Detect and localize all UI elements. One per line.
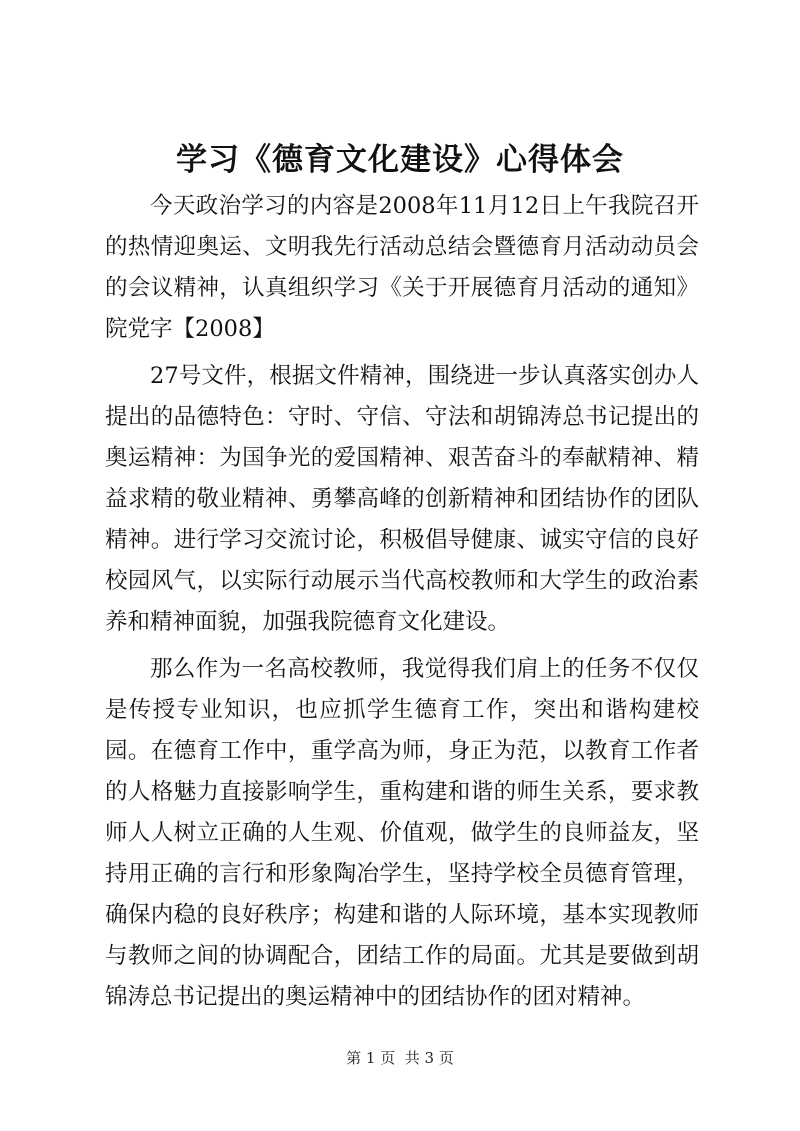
page-indicator: 第 1 页 共 3 页 bbox=[346, 1049, 454, 1067]
paragraph-3: 那么作为一名高校教师，我觉得我们肩上的任务不仅仅是传授专业知识，也应抓学生德育工作，突出和谐构建校园。在德育工作中，重学高为师，身正为范，以教育工作者的人格魅力直接影响学生，重构建和谐的师生关系，要求教师人人树立正确的人生观、价值观，做学生的良师益友，坚持用正确的言行和形象陶冶学生，坚持学校全员德育管理，确保内稳的良好秩序；构建和谐的人际环境，基本实现教师与教师之间的协调配合，团结工作的局面。尤其是要做到胡锦涛总书记提出的奥运精神中的团结协作的团对精神。 bbox=[105, 656, 699, 1010]
document-title: 学习《德育文化建设》心得体会 bbox=[176, 142, 624, 178]
paragraph-2: 27号文件，根据文件精神，围绕进一步认真落实创办人提出的品德特色：守时、守信、守法和胡锦涛总书记提出的奥运精神：为国争光的爱国精神、艰苦奋斗的奉献精神、精益求精的敬业精神、勇攀高峰的创新精神和团结协作的团队精神。进行学习交流讨论，积极倡导健康、诚实守信的良好校园风气，以实际行动展示当代高校教师和大学生的政治素养和精神面貌，加强我院德育文化建设。 bbox=[105, 363, 699, 635]
page-number-footer bbox=[0, 1048, 800, 1068]
paragraph-1: 今天政治学习的内容是2008年11月12日上午我院召开的热情迎奥运、文明我先行活动总结会暨德育月活动动员会的会议精神，认真组织学习《关于开展德育月活动的通知》院党字【2008】 bbox=[105, 193, 699, 342]
document-body bbox=[105, 186, 699, 1018]
